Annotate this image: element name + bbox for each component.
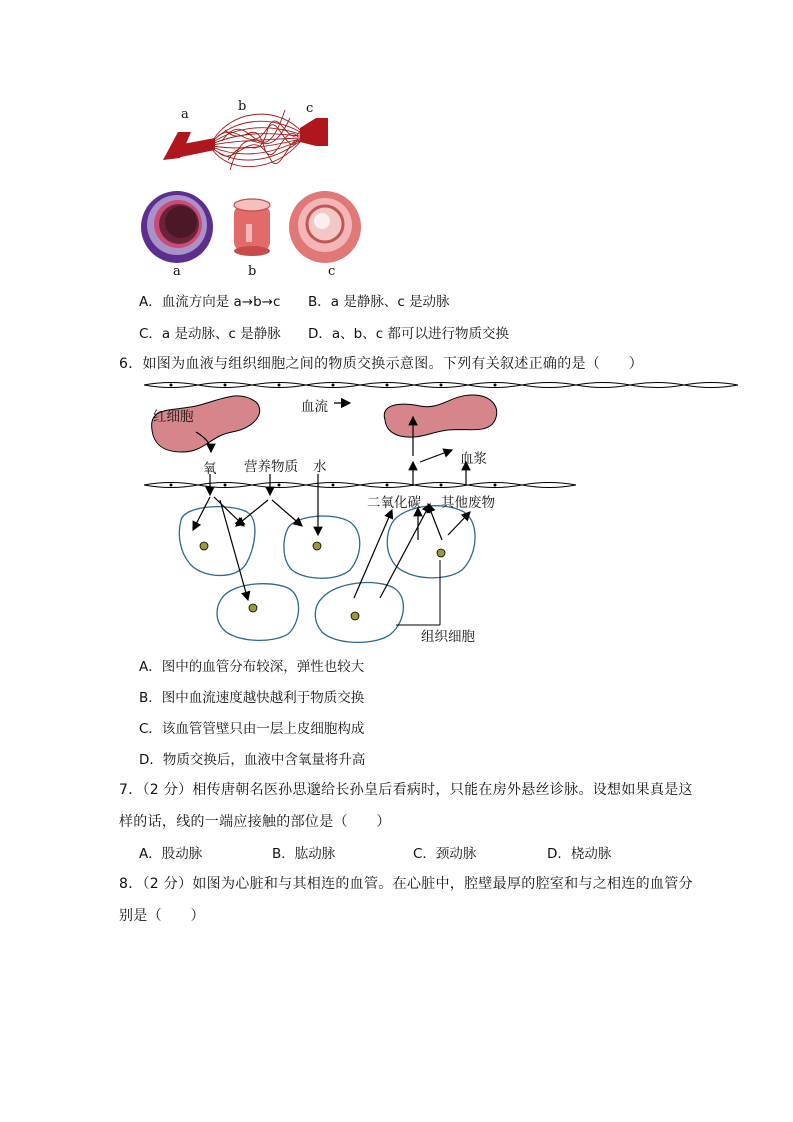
label-oxygen: 氧	[203, 461, 217, 477]
q8-stem-line2: 别是（ ）	[119, 908, 205, 924]
q5-option-d: D．a、b、c 都可以进行物质交换	[308, 326, 509, 342]
q8-stem-line1: 8．（2 分）如图为心脏和与其相连的血管。在心脏中，腔壁最厚的腔室和与之相连的血管分	[119, 876, 693, 892]
q6-option-c: C．该血管管壁只由一层上皮细胞构成	[139, 721, 365, 737]
q7-option-c: C．颈动脉	[413, 846, 477, 862]
q5-option-c: C．a 是动脉、c 是静脉	[139, 326, 281, 342]
label-other-waste: 其他废物	[441, 495, 495, 511]
tissue-cell-3	[387, 506, 475, 578]
q7-stem-line1: 7．（2 分）相传唐朝名医孙思邈给长孙皇后看病时，只能在房外悬丝诊脉。设想如果真是这	[119, 782, 693, 798]
q6-option-a: A．图中的血管分布较深，弹性也较大	[139, 659, 365, 675]
q7-option-b: B．肱动脉	[272, 846, 336, 862]
capillary-wall-bottom	[144, 483, 576, 488]
label-nutrients: 营养物质	[244, 459, 298, 475]
figure-label-b: b	[248, 264, 257, 279]
figure-label-c-top: c	[306, 101, 314, 116]
q7-option-a: A．股动脉	[139, 846, 203, 862]
label-co2: 二氧化碳	[367, 495, 421, 511]
figure-label-c: c	[328, 264, 336, 279]
label-tissue-cell: 组织细胞	[421, 629, 475, 645]
label-red-cell: 红细胞	[153, 409, 194, 425]
label-water: 水	[313, 459, 327, 475]
figure-label-b-top: b	[238, 99, 247, 114]
q7-option-d: D．桡动脉	[547, 846, 612, 862]
q7-stem-line2: 样的话，线的一端应接触的部位是（ ）	[119, 814, 391, 830]
label-blood-flow: 血流	[301, 399, 328, 415]
tissue-cell-5	[315, 583, 403, 643]
figure-label-a-top: a	[181, 107, 189, 122]
tissue-cell-4	[217, 584, 299, 641]
q6-option-d: D．物质交换后，血液中含氧量将升高	[139, 752, 366, 768]
q6-stem: 6．如图为血液与组织细胞之间的物质交换示意图。下列有关叙述正确的是（ ）	[119, 356, 644, 372]
figure-label-a: a	[173, 264, 181, 279]
label-plasma: 血浆	[460, 451, 487, 467]
tissue-cell-1	[179, 507, 255, 576]
q6-option-b: B．图中血流速度越快越利于物质交换	[139, 690, 365, 706]
q5-option-a: A．血流方向是 a→b→c	[139, 294, 281, 310]
red-blood-cell-right	[384, 395, 497, 437]
tissue-cell-2	[284, 516, 360, 578]
q5-option-b: B．a 是静脉、c 是动脉	[308, 294, 450, 310]
